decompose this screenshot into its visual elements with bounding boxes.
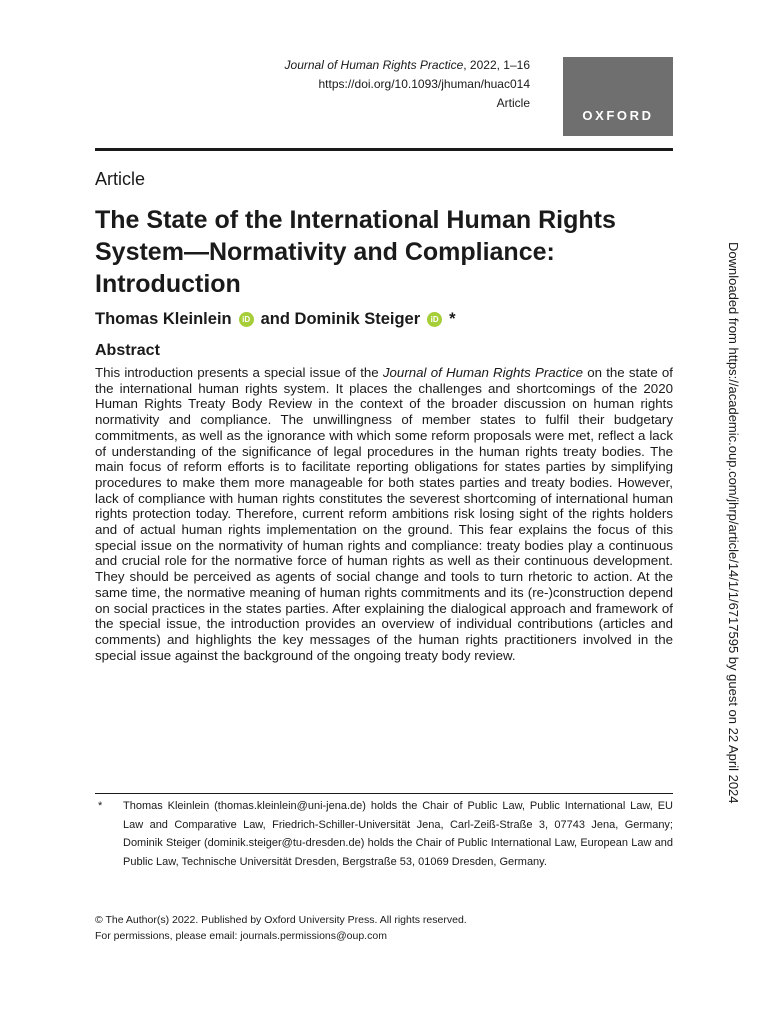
- abstract-body: on the state of the international human rights system. It places the challenges and shortcomings of the 2020 Human Rights Treaty Body Review in the context of the broader discussion on human rights normativity and compliance. The unwillingness of member states to fulfil their budgetary commitments, as well as the ignorance with which some reform proposals were met, reflect a lack of understanding of the significance of legal procedures in the human rights treaty bodies. The main focus of reform efforts is to facilitate reporting obligations for states parties by simplifying procedures to make them more manageable for both states parties and treaty bodies. However, lack of compliance with human rights constitutes the severest shortcoming of international human rights protection today. Therefore, current reform ambitions risk losing sight of the rights holders and of actual human rights implementation on the ground. This fear explains the focus of this special issue on the normativity of human rights and compliance: treaty bodies play a continuous and crucial role for the normative force of human rights as well as their continuous development. They should be perceived as agents of social change and tools to turn rhetoric to action. At the same time, the normative meaning of human rights commitments and its (re-)construction depend on social practices in the states parties. After explaining the dialogical approach and framework of the special issue, the introduction provides an overview of individual contributions (articles and comments) and highlights the key messages of the human rights practitioners involved in the special issue against the background of the ongoing treaty body review.: [95, 365, 673, 663]
- abstract-journal-name: Journal of Human Rights Practice: [382, 365, 583, 380]
- journal-name: Journal of Human Rights Practice: [284, 58, 464, 72]
- footnote-mark: *: [98, 800, 103, 812]
- oxford-logo-text: OXFORD: [582, 108, 654, 123]
- article-type-label: Article: [95, 169, 146, 189]
- author-steiger[interactable]: and Dominik Steiger: [260, 310, 421, 328]
- article-title: The State of the International Human Rights System—Normativity and Compliance: Introduction: [95, 206, 616, 298]
- copyright-notice: [95, 913, 467, 944]
- permissions-line: For permissions, please email: journals.permissions@oup.com: [95, 929, 387, 942]
- abstract-heading: Abstract: [95, 342, 160, 359]
- orcid-icon[interactable]: iD: [239, 312, 254, 327]
- orcid-icon[interactable]: iD: [427, 312, 442, 327]
- journal-year-pages: , 2022, 1–16: [463, 58, 530, 72]
- journal-header: [285, 56, 530, 113]
- header-rule: [95, 148, 673, 151]
- oxford-logo: [563, 57, 673, 136]
- author-footnote: [95, 797, 673, 871]
- copyright-line: © The Author(s) 2022. Published by Oxford University Press. All rights reserved.: [95, 914, 467, 926]
- author-line: [95, 310, 456, 329]
- footnote-rule: [95, 793, 673, 794]
- abstract-intro: This introduction presents a special issue of the: [95, 365, 383, 380]
- header-article-type: Article: [496, 96, 530, 110]
- author-kleinlein[interactable]: Thomas Kleinlein: [95, 310, 232, 328]
- download-watermark: Downloaded from https://academic.oup.com/jhrp/article/14/1/1/6717595 by guest on 22 April 2024: [726, 242, 741, 804]
- journal-citation: [285, 56, 530, 75]
- footnote-text: Thomas Kleinlein (thomas.kleinlein@uni-jena.de) holds the Chair of Public Law, Public International Law, EU Law and Comparative Law, Friedrich-Schiller-Universität Jena, Carl-Zeiß-Straße 3, 07743 Jena, Germany; Dominik Steiger (dominik.steiger@tu-dresden.de) holds the Chair of Public International Law, European Law and Public Law, Technische Universität Dresden, Bergstraße 53, 01069 Dresden, Germany.: [123, 800, 673, 868]
- abstract-text: [95, 365, 673, 663]
- doi-link[interactable]: https://doi.org/10.1093/jhuman/huac014: [318, 77, 530, 91]
- author-footnote-mark[interactable]: *: [449, 310, 456, 328]
